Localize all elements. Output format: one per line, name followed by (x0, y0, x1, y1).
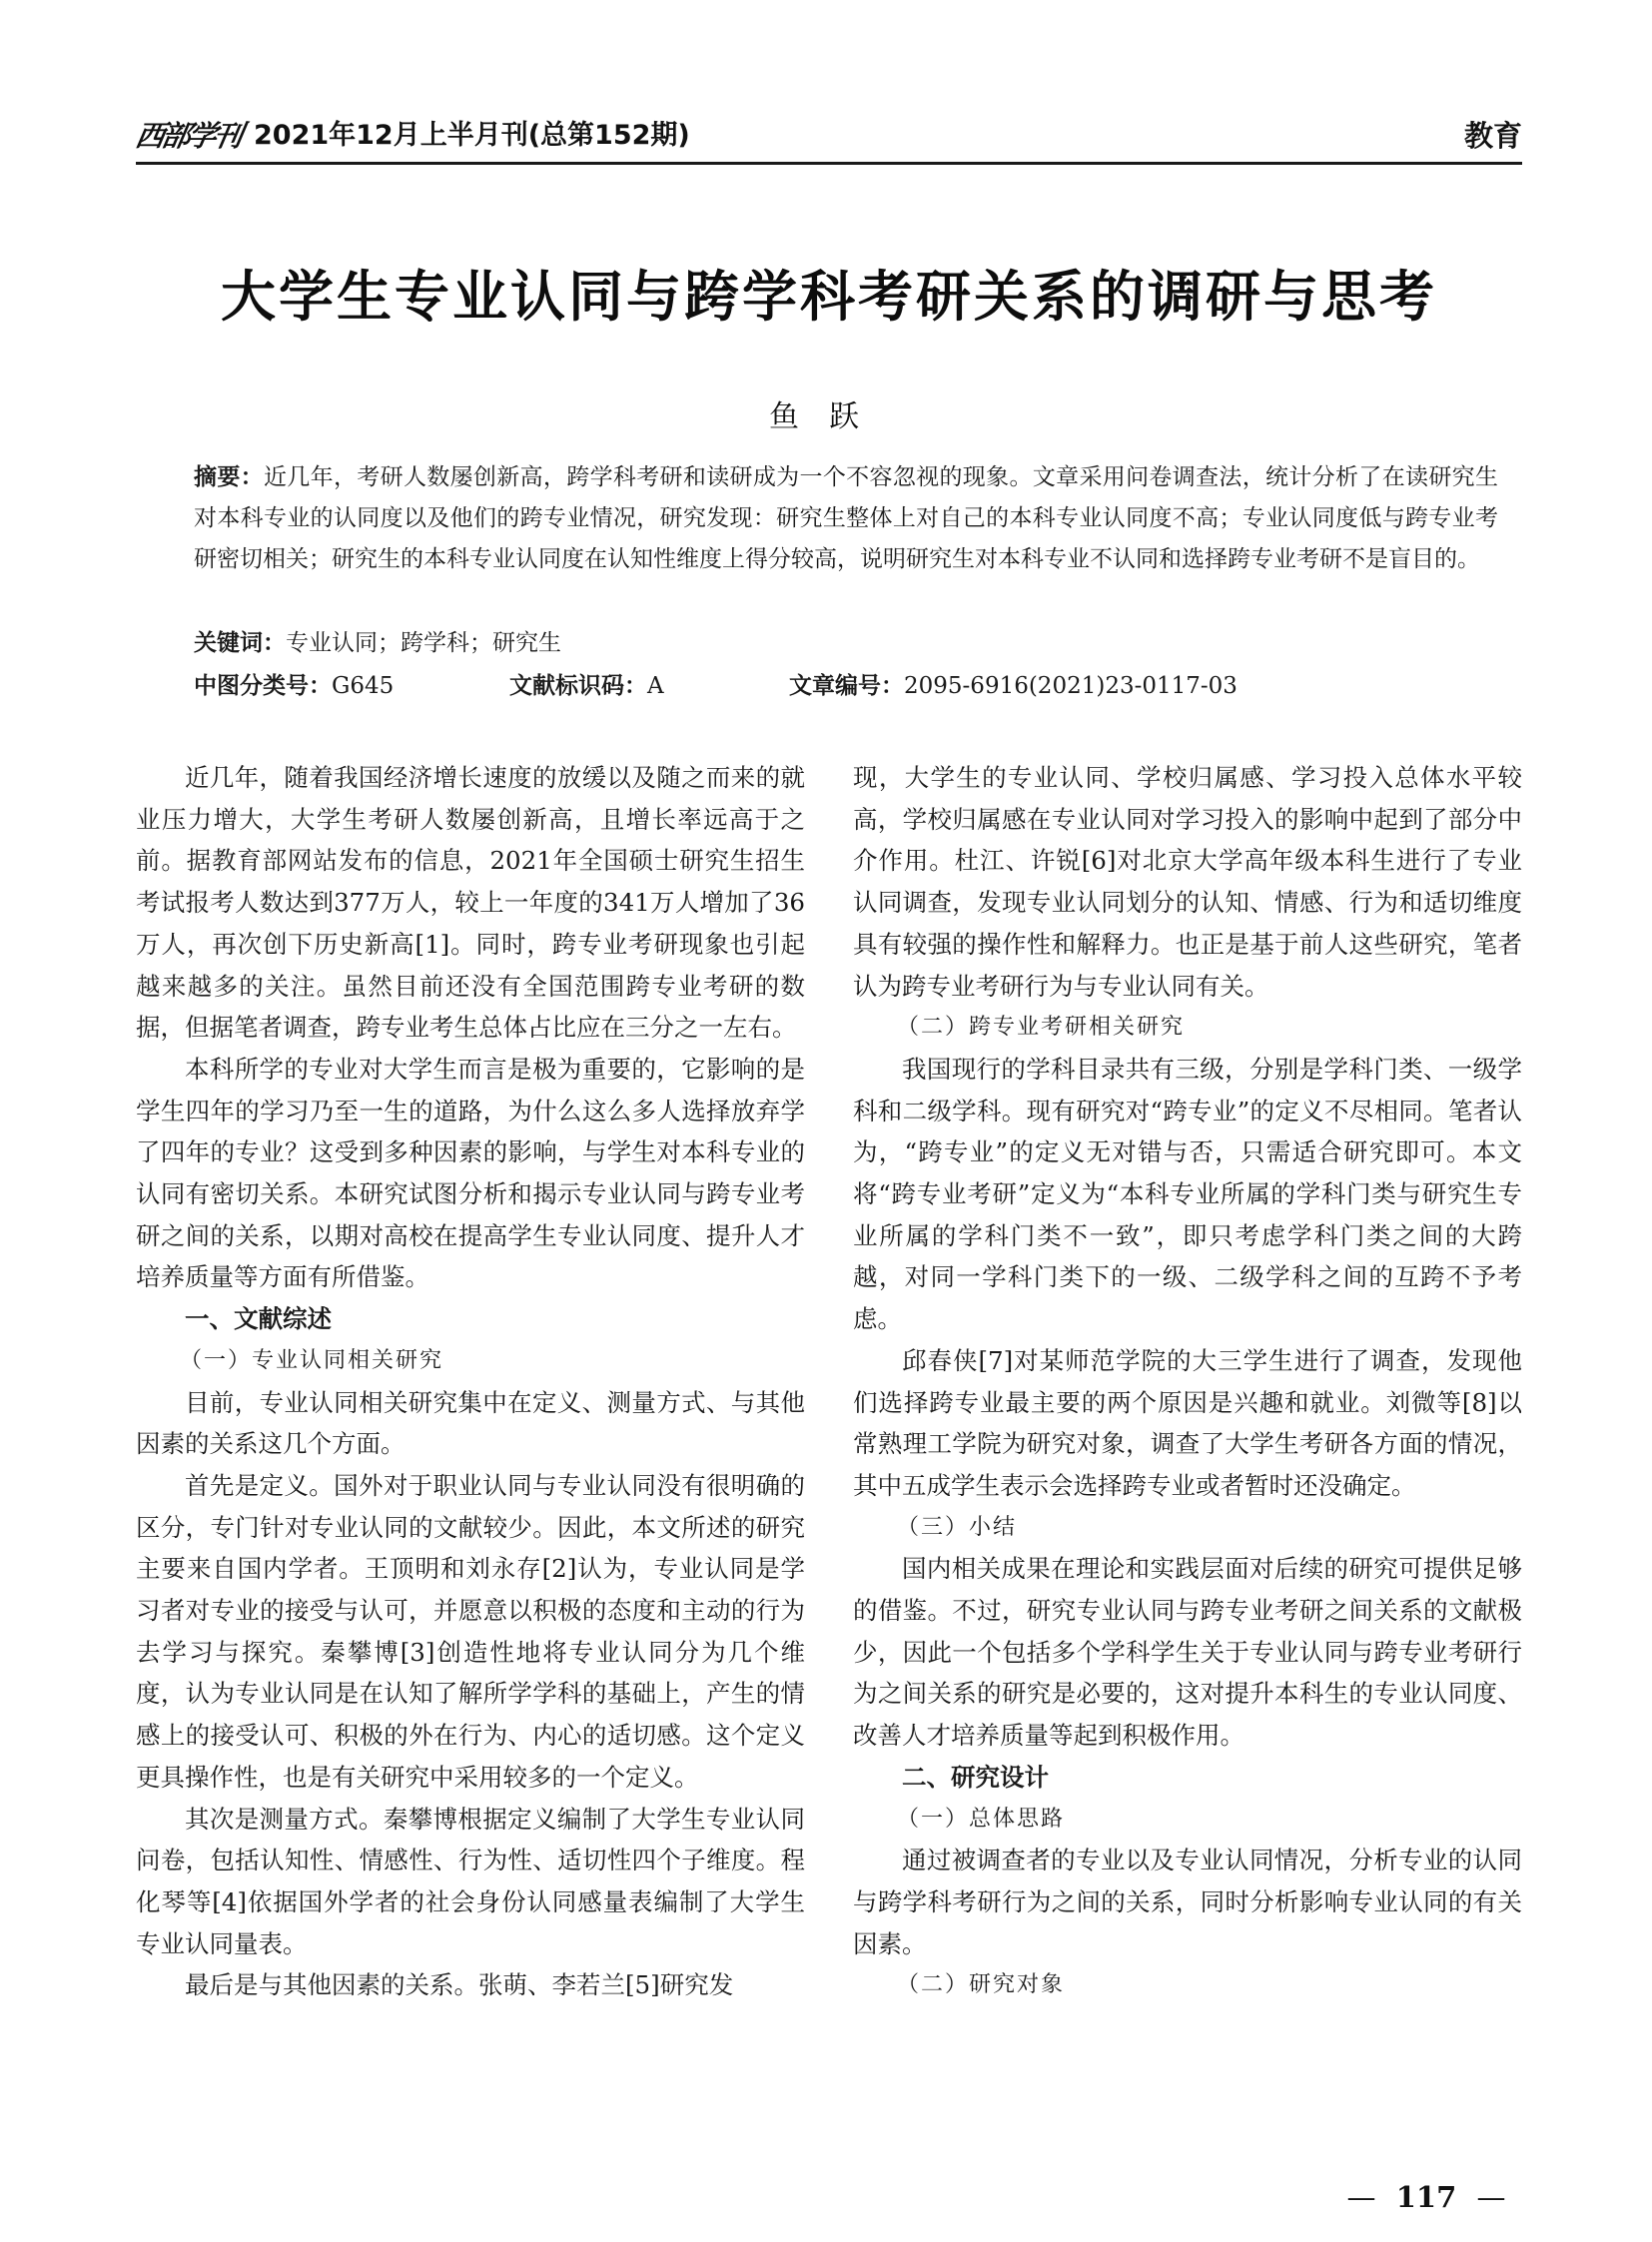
body-paragraph: 通过被调查者的专业以及专业认同情况，分析专业的认同与跨学科考研行为之间的关系，同时分析影响专业认同的有关因素。 (853, 1846, 1522, 1958)
body-paragraph: 邱春侠[7]对某师范学院的大三学生进行了调查，发现他们选择跨专业最主要的两个原因是兴趣和就业。刘微等[8]以常熟理工学院为研究对象，调查了大学生考研各方面的情况，其中五成学生表示会选择跨专业或者暂时还没确定。 (853, 1345, 1522, 1500)
page-number-dash-right: — (1476, 2180, 1506, 2214)
clc-line (194, 669, 394, 703)
body-column-left (136, 757, 805, 2006)
body-paragraph: 我国现行的学科目录共有三级，分别是学科门类、一级学科和二级学科。现有研究对“跨专业”的定义不尽相同。笔者认为，“跨专业”的定义无对错与否，只需适合研究即可。本文将“跨专业考研”定义为“本科专业所属的学科门类与研究生专业所属的学科门类不一致”，即只考虑学科门类之间的大跨越，对同一学科门类下的一级、二级学科之间的互跨不予考虑。 (853, 1054, 1522, 1334)
article-title: 大学生专业认同与跨学科考研关系的调研与思考 (220, 265, 1437, 329)
doc-code-line (509, 669, 664, 703)
subsection-heading: （一）总体思路 (897, 1806, 1066, 1832)
subsection-heading: （二）跨专业考研相关研究 (897, 1015, 1186, 1041)
body-paragraph: 首先是定义。国外对于职业认同与专业认同没有很明确的区分，专门针对专业认同的文献较少。因此，本文所述的研究主要来自国内学者。王顶明和刘永存[2]认为，专业认同是学习者对专业的接受与认可，并愿意以积极的态度和主动的行为去学习与探究。秦攀博[3]创造性地将专业认同分为几个维度，认为专业认同是在认知了解所学学科的基础上，产生的情感上的接受认可、积极的外在行为、内心的适切感。这个定义更具操作性，也是有关研究中采用较多的一个定义。 (136, 1470, 805, 1792)
subsection-heading: （二）研究对象 (897, 1972, 1066, 1998)
abstract (194, 457, 1498, 580)
journal-logo: 西部学刊 (133, 119, 244, 153)
running-header (133, 112, 1522, 160)
subsection-heading: （三）小结 (897, 1514, 1018, 1540)
issue-info: 2021年12月上半月刊(总第152期) (254, 120, 690, 151)
clc-value: G645 (332, 673, 395, 699)
page-number (1336, 2179, 1516, 2215)
article-number-label: 文章编号： (789, 673, 904, 699)
body-paragraph: 国内相关成果在理论和实践层面对后续的研究可提供足够的借鉴。不过，研究专业认同与跨专业考研之间关系的文献极少，因此一个包括多个学科学生关于专业认同与跨专业考研行为之间关系的研究是必要的，这对提升本科生的专业认同度、改善人才培养质量等起到积极作用。 (853, 1554, 1522, 1751)
doc-code-label: 文献标识码： (509, 673, 647, 699)
body-paragraph: 本科所学的专业对大学生而言是极为重要的，它影响的是学生四年的学习乃至一生的道路，为什么这么多人选择放弃学了四年的专业？这受到多种因素的影响，与学生对本科专业的认同有密切关系。本研究试图分析和揭示专业认同与跨专业考研之间的关系，以期对高校在提高学生专业认同度、提升人才培养质量等方面有所借鉴。 (136, 1054, 805, 1292)
article-number-line (789, 669, 1238, 703)
body-paragraph: 目前，专业认同相关研究集中在定义、测量方式、与其他因素的关系这几个方面。 (136, 1387, 805, 1459)
body-paragraph: 近几年，随着我国经济增长速度的放缓以及随之而来的就业压力增大，大学生考研人数屡创新高，且增长率远高于之前。据教育部网站发布的信息，2021年全国硕士研究生招生考试报考人数达到377万人，较上一年度的341万人增加了36万人，再次创下历史新高[1]。同时，跨专业考研现象也引起越来越多的关注。虽然目前还没有全国范围跨专业考研的数据，但据笔者调查，跨专业考生总体占比应在三分之一左右。 (136, 763, 805, 1043)
keywords-line (194, 626, 561, 660)
page-number-value: 117 (1395, 2180, 1457, 2214)
keywords-text: 专业认同；跨学科；研究生 (286, 630, 561, 656)
abstract-label: 摘要： (194, 464, 264, 490)
author-name: 鱼跃 (769, 399, 889, 434)
body-paragraph: 现，大学生的专业认同、学校归属感、学习投入总体水平较高，学校归属感在专业认同对学习投入的影响中起到了部分中介作用。杜江、许锐[6]对北京大学高年级本科生进行了专业认同调查，发现专业认同划分的认知、情感、行为和适切维度具有较强的操作性和解释力。也正是基于前人这些研究，笔者认为跨专业考研行为与专业认同有关。 (853, 763, 1522, 1001)
keywords-label: 关键词： (194, 630, 286, 656)
body-paragraph: 其次是测量方式。秦攀博根据定义编制了大学生专业认同问卷，包括认知性、情感性、行为性、适切性四个子维度。程化琴等[4]依据国外学者的社会身份认同感量表编制了大学生专业认同量表。 (136, 1804, 805, 1958)
section-heading: 二、研究设计 (902, 1762, 1049, 1792)
subsection-heading: （一）专业认同相关研究 (180, 1347, 444, 1373)
page-number-dash-left: — (1346, 2180, 1376, 2214)
article-number-value: 2095-6916(2021)23-0117-03 (904, 673, 1238, 699)
body-column-right (853, 757, 1522, 2006)
clc-label: 中图分类号： (194, 673, 332, 699)
section-heading: 一、文献综述 (185, 1304, 332, 1334)
abstract-text: 近几年，考研人数屡创新高，跨学科考研和读研成为一个不容忽视的现象。文章采用问卷调查法，统计分析了在读研究生对本科专业的认同度以及他们的跨专业情况，研究发现：研究生整体上对自己的本科专业认同度不高；专业认同度低与跨专业考研密切相关；研究生的本科专业认同度在认知性维度上得分较高，说明研究生对本科专业不认同和选择跨专业考研不是盲目的。 (194, 464, 1499, 572)
body-paragraph: 最后是与其他因素的关系。张萌、李若兰[5]研究发 (185, 1970, 734, 2000)
header-rule (136, 162, 1522, 165)
section-label: 教育 (1463, 119, 1522, 153)
doc-code-value: A (647, 673, 664, 699)
